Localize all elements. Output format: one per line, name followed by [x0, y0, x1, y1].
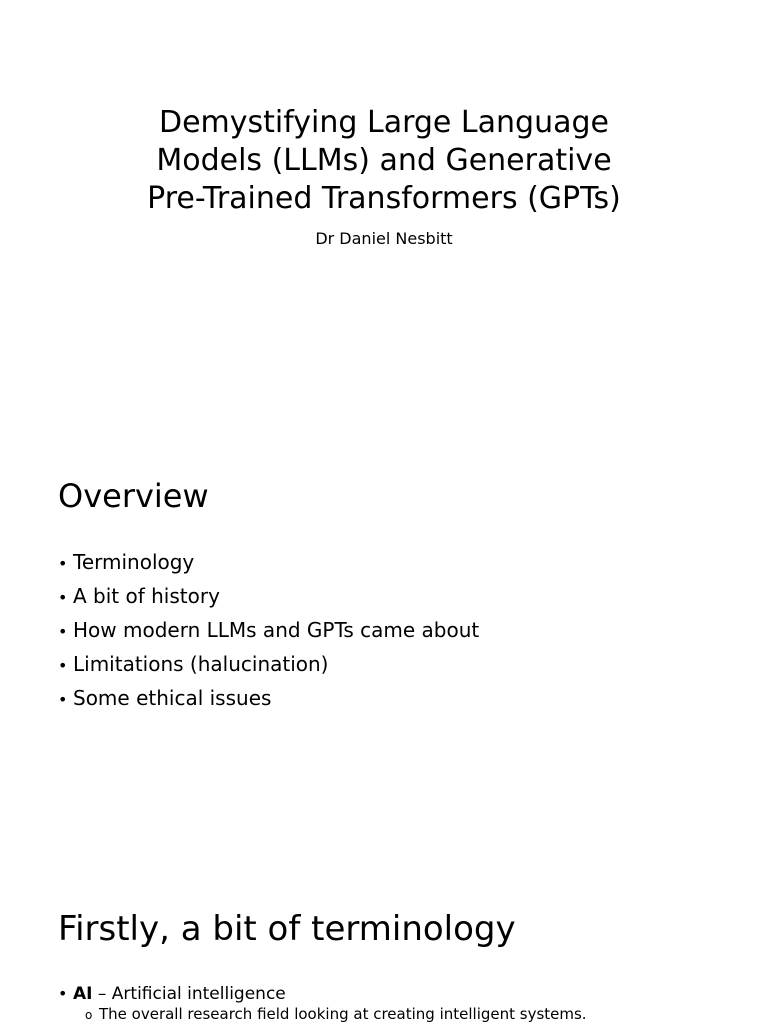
list-item	[58, 682, 479, 716]
list-item	[58, 648, 479, 682]
title-line-1: Demystifying Large Language	[159, 105, 609, 140]
bullet-icon: •	[58, 588, 68, 607]
list-item-text: How modern LLMs and GPTs came about	[73, 618, 480, 642]
overview-slide	[0, 432, 768, 864]
overview-list	[58, 546, 479, 716]
bullet-icon: •	[58, 984, 68, 1003]
list-item-text: Terminology	[73, 550, 195, 574]
term-name: AI	[73, 984, 93, 1004]
list-item	[58, 546, 479, 580]
list-item	[58, 614, 479, 648]
bullet-icon: •	[58, 554, 68, 573]
sub-list-item	[85, 1004, 587, 1024]
bullet-icon: •	[58, 622, 68, 641]
terminology-list	[58, 984, 587, 1024]
list-item	[58, 984, 587, 1024]
sub-bullet-icon: o	[85, 1008, 93, 1022]
term-line	[58, 984, 587, 1004]
title-line-3: Pre-Trained Transformers (GPTs)	[147, 181, 621, 216]
term-separator: –	[92, 984, 112, 1004]
terminology-slide	[0, 864, 768, 1024]
author-subtitle: Dr Daniel Nesbitt	[315, 229, 453, 248]
terminology-heading: Firstly, a bit of terminology	[58, 909, 516, 949]
list-item	[58, 580, 479, 614]
title-line-2: Models (LLMs) and Generative	[156, 143, 612, 178]
list-item-text: A bit of history	[73, 584, 220, 608]
bullet-icon: •	[58, 656, 68, 675]
list-item-text: Some ethical issues	[73, 686, 272, 710]
slide-title	[0, 104, 768, 218]
term-definition: Artificial intelligence	[111, 984, 286, 1004]
overview-heading: Overview	[58, 477, 209, 515]
title-slide	[0, 0, 768, 432]
bullet-icon: •	[58, 690, 68, 709]
sub-item-text: The overall research field looking at creating intelligent systems.	[99, 1005, 587, 1023]
list-item-text: Limitations (halucination)	[73, 652, 329, 676]
